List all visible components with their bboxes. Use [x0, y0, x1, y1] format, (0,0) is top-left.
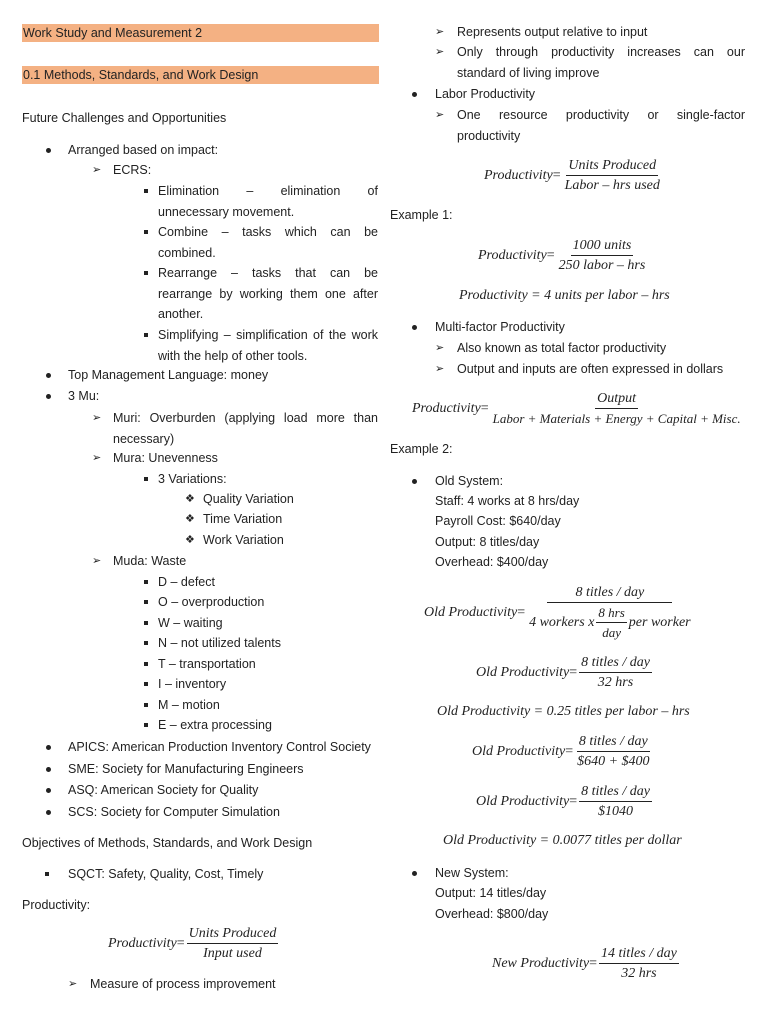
example-1-result: Productivity = 4 units per labor – hrs	[459, 288, 670, 303]
square-bullet-icon	[45, 872, 49, 876]
bullet-icon	[412, 871, 417, 876]
square-bullet-icon	[144, 230, 148, 234]
labor-productivity-equation: Productivity = $\frac{\text{Units Produced}}{\text{Labor – hrs used}}$	[484, 158, 660, 193]
equation-denominator	[527, 603, 693, 641]
equation-numerator: Units Produced	[187, 925, 279, 944]
denominator-part: 4 workers x	[529, 615, 595, 630]
one-resource-text: One resource productivity or single-factor productivity	[457, 108, 745, 143]
nested-denominator: day	[602, 625, 621, 640]
arrow-bullet-icon: ➢	[92, 452, 102, 464]
equation-lhs: Productivity	[478, 247, 547, 263]
arrow-bullet-icon: ➢	[92, 164, 102, 176]
apics-text: APICS: American Production Inventory Control Society	[68, 740, 371, 754]
equation-numerator: 8 titles / day	[579, 654, 652, 673]
arrow-bullet-icon: ➢	[435, 342, 445, 354]
old-system-line: Payroll Cost: $640/day	[435, 514, 561, 528]
new-system-line: Overhead: $800/day	[435, 907, 549, 921]
example-1-equation: Productivity = $\frac{\text{1000 units}}{\text{250 labor – hrs}}$	[478, 238, 646, 273]
also-known-text: Also known as total factor productivity	[457, 341, 667, 355]
multi-factor-text: Multi-factor Productivity	[435, 320, 565, 334]
mura-text: Mura: Unevenness	[113, 451, 218, 465]
only-through-text: Only through productivity increases can our standard of living improve	[457, 45, 745, 80]
square-bullet-icon	[144, 723, 148, 727]
equation-denominator: 32 hrs	[597, 675, 634, 690]
old-system-line: Staff: 4 works at 8 hrs/day	[435, 494, 580, 508]
square-bullet-icon	[144, 682, 148, 686]
equation-denominator: Labor + Materials + Energy + Capital + Misc.	[492, 411, 741, 426]
old-system-line: Output: 8 titles/day	[435, 535, 540, 549]
old-productivity-equation-3: Old Productivity = $\frac{\text{8 titles / day}}{\$640 + \$400}$	[472, 734, 650, 769]
equation-lhs: Old Productivity	[472, 743, 566, 759]
bullet-icon	[46, 810, 51, 815]
arrow-bullet-icon: ➢	[68, 978, 78, 990]
square-bullet-icon	[144, 189, 148, 193]
square-bullet-icon	[144, 641, 148, 645]
old-productivity-equation-1: Old Productivity = 8 titles / day 4 workers x $\frac{\text{8 hrs}}{\text{day}}$ per worker	[424, 585, 691, 640]
arrow-bullet-icon: ➢	[435, 46, 445, 58]
productivity-equation: Productivity = $\frac{\text{Units Produced}}{\text{Input used}}$	[108, 926, 277, 961]
diamond-bullet-icon: ❖	[185, 534, 195, 546]
document-title: Work Study and Measurement 2	[22, 24, 379, 42]
equation-lhs: Productivity	[484, 167, 553, 183]
equation-numerator: 8 titles / day	[577, 733, 650, 752]
arrow-bullet-icon: ➢	[435, 26, 445, 38]
example-1-label: Example 1:	[390, 208, 453, 222]
equation-numerator: 8 titles / day	[579, 783, 652, 802]
new-system-line: New System:	[435, 866, 509, 880]
objectives-heading: Objectives of Methods, Standards, and Work Design	[22, 836, 313, 850]
bullet-icon	[46, 767, 51, 772]
arrow-bullet-icon: ➢	[92, 555, 102, 567]
sme-text: SME: Society for Manufacturing Engineers	[68, 762, 304, 776]
old-productivity-equation-2: Old Productivity = $\frac{\text{8 titles / day}}{\text{32 hrs}}$	[476, 655, 650, 690]
bullet-icon	[412, 325, 417, 330]
future-heading: Future Challenges and Opportunities	[22, 111, 227, 125]
top-mgmt-text: Top Management Language: money	[68, 368, 269, 382]
example-2-label: Example 2:	[390, 442, 453, 456]
productivity-label: Productivity:	[22, 898, 91, 912]
waste-item: D – defect	[158, 575, 215, 589]
new-system-line: Output: 14 titles/day	[435, 886, 547, 900]
waste-item: N – not utilized talents	[158, 636, 281, 650]
waste-item: O – overproduction	[158, 595, 265, 609]
equation-numerator: Units Produced	[566, 157, 658, 176]
sqct-text: SQCT: Safety, Quality, Cost, Timely	[68, 867, 264, 881]
elimination-text: Elimination – elimination of unnecessary movement.	[158, 184, 378, 219]
equation-lhs: New Productivity	[492, 955, 590, 971]
equation-numerator: Output	[595, 390, 638, 409]
equation-denominator: $1040	[598, 804, 633, 819]
denominator-part: per worker	[628, 615, 691, 630]
equation-numerator: 1000 units	[571, 237, 634, 256]
waste-item: E – extra processing	[158, 718, 272, 732]
bullet-icon	[412, 92, 417, 97]
new-productivity-equation: New Productivity = $\frac{\text{14 titles / day}}{\text{32 hrs}}$	[492, 946, 677, 981]
ecrs-text: ECRS:	[113, 163, 152, 177]
equation-numerator: 14 titles / day	[599, 945, 679, 964]
equation-denominator: Input used	[203, 946, 262, 961]
waste-item: T – transportation	[158, 657, 256, 671]
equation-numerator: 8 titles / day	[547, 584, 672, 603]
diamond-bullet-icon: ❖	[185, 513, 195, 525]
represents-text: Represents output relative to input	[457, 25, 648, 39]
bullet-icon	[46, 745, 51, 750]
equation-denominator: Labor – hrs used	[564, 178, 660, 193]
quality-variation-text: Quality Variation	[203, 492, 294, 506]
equation-denominator: $640 + $400	[577, 754, 650, 769]
output-inputs-text: Output and inputs are often expressed in dollars	[457, 362, 724, 376]
variations-text: 3 Variations:	[158, 472, 227, 486]
scs-text: SCS: Society for Computer Simulation	[68, 805, 280, 819]
multi-factor-equation: Productivity = $\frac{\text{Output}}{\text{Labor + Materials + Energy + Capital + Misc.}}$	[412, 391, 741, 426]
measure-text: Measure of process improvement	[90, 977, 276, 991]
diamond-bullet-icon: ❖	[185, 493, 195, 505]
old-productivity-result-2: Old Productivity = 0.0077 titles per dollar	[443, 833, 682, 848]
old-system-line: Old System:	[435, 474, 504, 488]
bullet-icon	[46, 148, 51, 153]
equation-denominator: 32 hrs	[621, 966, 657, 981]
old-productivity-equation-4: Old Productivity = $\frac{\text{8 titles / day}}{\$1040}$	[476, 784, 650, 819]
bullet-icon	[412, 479, 417, 484]
bullet-icon	[46, 788, 51, 793]
old-productivity-result-1: Old Productivity = 0.25 titles per labor – hrs	[437, 704, 690, 719]
equation-lhs: Old Productivity	[476, 793, 570, 809]
square-bullet-icon	[144, 271, 148, 275]
equation-lhs: Old Productivity	[476, 664, 570, 680]
square-bullet-icon	[144, 621, 148, 625]
time-variation-text: Time Variation	[203, 512, 283, 526]
arrow-bullet-icon: ➢	[435, 363, 445, 375]
simplifying-text: Simplifying – simplification of the work with the help of other tools.	[158, 328, 378, 363]
square-bullet-icon	[144, 333, 148, 337]
bullet-icon	[46, 394, 51, 399]
equation-lhs: Productivity	[412, 400, 481, 416]
combine-text: Combine – tasks which can be combined.	[158, 225, 378, 260]
square-bullet-icon	[144, 703, 148, 707]
old-system-line: Overhead: $400/day	[435, 555, 549, 569]
equation-lhs: Old Productivity	[424, 604, 518, 620]
bullet-icon	[46, 373, 51, 378]
three-mu-text: 3 Mu:	[68, 389, 100, 403]
work-variation-text: Work Variation	[203, 533, 284, 547]
arrow-bullet-icon: ➢	[435, 109, 445, 121]
square-bullet-icon	[144, 600, 148, 604]
rearrange-text: Rearrange – tasks that can be rearrange by working them one after another.	[158, 266, 378, 321]
square-bullet-icon	[144, 580, 148, 584]
equation-denominator: 250 labor – hrs	[558, 258, 646, 273]
waste-item: M – motion	[158, 698, 220, 712]
equation-lhs: Productivity	[108, 935, 177, 951]
muri-text: Muri: Overburden (applying load more than necessary)	[113, 411, 378, 446]
square-bullet-icon	[144, 477, 148, 481]
labor-productivity-text: Labor Productivity	[435, 87, 536, 101]
arranged-text: Arranged based on impact:	[68, 143, 219, 157]
waste-item: I – inventory	[158, 677, 227, 691]
waste-item: W – waiting	[158, 616, 223, 630]
asq-text: ASQ: American Society for Quality	[68, 783, 259, 797]
arrow-bullet-icon: ➢	[92, 412, 102, 424]
muda-text: Muda: Waste	[113, 554, 187, 568]
nested-numerator: 8 hrs	[596, 604, 626, 623]
section-heading: 0.1 Methods, Standards, and Work Design	[22, 66, 379, 84]
square-bullet-icon	[144, 662, 148, 666]
